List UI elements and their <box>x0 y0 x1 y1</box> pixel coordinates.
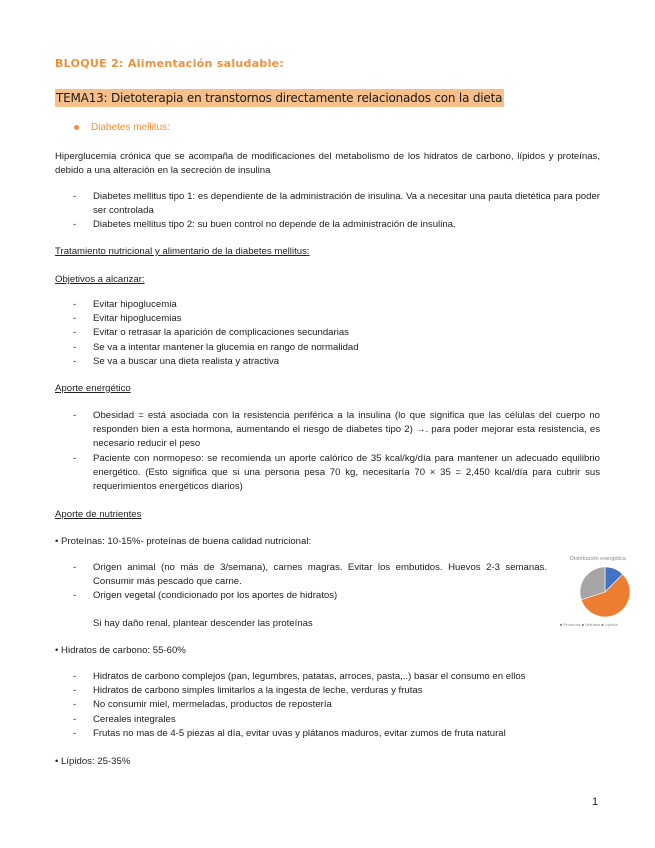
list-item: - Hidratos de carbono complejos (pan, legumbres, patatas, arroces, pasta,..) basar el consumo en ellos <box>55 670 600 684</box>
carbs-list <box>55 670 600 741</box>
list-item: - Hidratos de carbono simples limitarlos a la ingesta de leche, verduras y frutas <box>55 684 600 698</box>
pie-chart <box>560 552 646 632</box>
nutrients-heading: Aporte de nutrientes <box>55 509 142 520</box>
list-item: - Frutas no mas de 4-5 piezas al día, evitar uvas y plátanos maduros, evitar zumos de fruta natural <box>55 727 600 741</box>
page-number: 1 <box>592 796 599 808</box>
list-item: - Evitar hipoglucemias <box>55 312 600 326</box>
list-item: - Paciente con normopeso: se recomienda un aporte calórico de 35 kcal/kg/día para mantener un adecuado equilibrio energético. (Esto significa que si una persona pesa 70 kg, necesitaría 70 × 35 = 2,450 kcal/día para cubrir sus requerimientos energéticos diarios) <box>55 452 600 495</box>
carbs-line: • Hidratos de carbono: 55-60% <box>55 645 186 656</box>
types-list <box>55 190 600 233</box>
bullet-dot-icon <box>74 125 79 130</box>
renal-note: Si hay daño renal, plantear descender las proteínas <box>93 618 313 629</box>
section-bullet <box>74 122 170 133</box>
protein-list <box>55 561 547 604</box>
pie-title: Distribución energética <box>570 556 626 562</box>
list-item: - Se va a intentar mantener la glucemia en rango de normalidad <box>55 341 600 355</box>
section-bullet-label: Diabetes mellitus: <box>91 122 170 133</box>
list-item: - Evitar hipoglucemia <box>55 298 600 312</box>
list-item: - Origen animal (no más de 3/semana), carnes magras. Evitar los embutidos. Huevos 2-3 semanas. Consumir más pescado que carne. <box>55 561 547 589</box>
block-title: BLOQUE 2: Alimentación saludable: <box>55 57 285 70</box>
lipids-line: • Lípidos: 25-35% <box>55 756 131 767</box>
intro-paragraph: Hiperglucemia crónica que se acompaña de modificaciones del metabolismo de los hidratos de carbono, lípidos y proteínas, debido a una alteración en la secreción de insulina <box>55 151 600 177</box>
energy-list <box>55 409 600 494</box>
list-item: - Diabetes mellitus tipo 1: es dependiente de la administración de insulina. Va a necesitar una pauta dietética para poder ser controlada <box>55 190 600 218</box>
list-item: - Diabetes mellitus tipo 2: su buen control no depende de la administración de insulina. <box>55 218 600 232</box>
treatment-heading: Tratamiento nutricional y alimentario de la diabetes mellitus: <box>55 246 310 257</box>
list-item: - Se va a buscar una dieta realista y atractiva <box>55 355 600 369</box>
energy-heading: Aporte energético <box>55 383 131 394</box>
pie-legend: ■ Proteínas ■ Hidratos ■ Lípidos <box>560 622 618 627</box>
objectives-heading: Objetivos a alcanzar: <box>55 274 145 285</box>
list-item: - Cereales integrales <box>55 713 600 727</box>
objectives-list <box>55 298 600 369</box>
proteins-line: • Proteínas: 10-15%- proteínas de buena calidad nutricional: <box>55 536 312 547</box>
list-item: - Obesidad = está asociada con la resistencia periférica a la insulina (lo que significa que las células del cuerpo no responden bien a esta hormona, aumentando el riesgo de diabetes tipo 2) →. para poder mejorar esta resistencia, es necesario reducir el peso <box>55 409 600 452</box>
list-item: - Origen vegetal (condicionado por los aportes de hidratos) <box>55 589 547 603</box>
tema-title: TEMA13: Dietoterapia en transtornos directamente relacionados con la dieta <box>56 91 503 105</box>
list-item: - No consumir miel, mermeladas, productos de repostería <box>55 698 600 712</box>
list-item: - Evitar o retrasar la aparición de complicaciones secundarias <box>55 326 600 340</box>
pie-svg <box>560 552 646 632</box>
